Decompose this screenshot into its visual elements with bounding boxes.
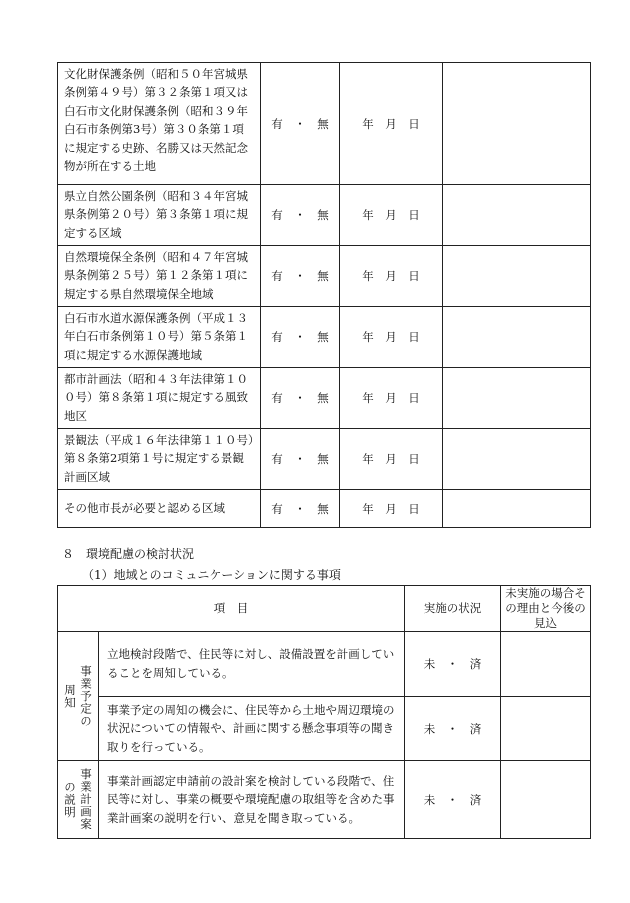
table-row bbox=[58, 697, 591, 761]
note-cell bbox=[443, 368, 591, 429]
table-row bbox=[58, 429, 591, 490]
table-row bbox=[58, 185, 591, 246]
table-row bbox=[58, 63, 591, 185]
status-choice: 未 ・ 済 bbox=[405, 761, 501, 839]
date-field: 年 月 日 bbox=[340, 490, 443, 528]
zone-description: 白石市水道水源保護条例（平成１３年白石市条例第１０号）第５条第１項に規定する水源保護地域 bbox=[58, 307, 261, 368]
note-cell bbox=[443, 63, 591, 185]
reason-cell bbox=[501, 697, 591, 761]
date-field: 年 月 日 bbox=[340, 63, 443, 185]
section-title: ８ 環境配慮の検討状況 bbox=[62, 547, 195, 561]
date-field: 年 月 日 bbox=[340, 246, 443, 307]
date-field: 年 月 日 bbox=[340, 368, 443, 429]
zone-table bbox=[57, 62, 591, 528]
table-row bbox=[58, 246, 591, 307]
group-label-explanation bbox=[58, 761, 99, 839]
presence-choice: 有 ・ 無 bbox=[261, 63, 340, 185]
note-cell bbox=[443, 246, 591, 307]
status-choice: 未 ・ 済 bbox=[405, 632, 501, 697]
table-row bbox=[58, 632, 591, 697]
presence-choice: 有 ・ 無 bbox=[261, 185, 340, 246]
table-row bbox=[58, 368, 591, 429]
item-text: 事業予定の周知の機会に、住民等から土地や周辺環境の状況についての情報や、計画に関する懸念事項等の聞き取りを行っている。 bbox=[99, 697, 405, 761]
reason-cell bbox=[501, 761, 591, 839]
group-label-line: 事業計画案 bbox=[79, 768, 93, 831]
note-cell bbox=[443, 307, 591, 368]
header-item: 項 目 bbox=[58, 586, 405, 632]
group-label-notice bbox=[58, 632, 99, 761]
presence-choice: 有 ・ 無 bbox=[261, 368, 340, 429]
date-field: 年 月 日 bbox=[340, 429, 443, 490]
zone-description: 県立自然公園条例（昭和３４年宮城県条例第２０号）第３条第１項に規定する区域 bbox=[58, 185, 261, 246]
group-label-line: 周知 bbox=[63, 683, 77, 709]
reason-cell bbox=[501, 632, 591, 697]
section-subtitle: （1）地域とのコミュニケーションに関する事項 bbox=[82, 568, 341, 582]
date-field: 年 月 日 bbox=[340, 307, 443, 368]
group-label-line: 事業予定の bbox=[79, 664, 93, 728]
note-cell bbox=[443, 490, 591, 528]
presence-choice: 有 ・ 無 bbox=[261, 246, 340, 307]
note-cell bbox=[443, 429, 591, 490]
header-reason: 未実施の場合その理由と今後の見込 bbox=[501, 586, 591, 632]
zone-description: 自然環境保全条例（昭和４７年宮城県条例第２５号）第１２条第１項に規定する県自然環境保全地域 bbox=[58, 246, 261, 307]
zone-description: 都市計画法（昭和４３年法律第１００号）第８条第１項に規定する風致地区 bbox=[58, 368, 261, 429]
note-cell bbox=[443, 185, 591, 246]
presence-choice: 有 ・ 無 bbox=[261, 490, 340, 528]
table-row bbox=[58, 307, 591, 368]
zone-description: 景観法（平成１６年法律第１１０号）第８条第2項第１号に規定する景観計画区域 bbox=[58, 429, 261, 490]
zone-description: その他市長が必要と認める区域 bbox=[58, 490, 261, 528]
presence-choice: 有 ・ 無 bbox=[261, 429, 340, 490]
group-label-line: の説明 bbox=[63, 780, 77, 819]
table-row bbox=[58, 490, 591, 528]
table-header-row bbox=[58, 586, 591, 632]
presence-choice: 有 ・ 無 bbox=[261, 307, 340, 368]
communication-table bbox=[57, 585, 591, 839]
item-text: 事業計画認定申請前の設計案を検討している段階で、住民等に対し、事業の概要や環境配慮の取組等を含めた事業計画案の説明を行い、意見を聞き取っている。 bbox=[99, 761, 405, 839]
header-status: 実施の状況 bbox=[405, 586, 501, 632]
table-row bbox=[58, 761, 591, 839]
zone-description: 文化財保護条例（昭和５０年宮城県条例第４９号）第３２条第１項又は白石市文化財保護条例（昭和３９年白石市条例第3号）第３０条第１項に規定する史跡、名勝又は天然記念物が所在する土地 bbox=[58, 63, 261, 185]
status-choice: 未 ・ 済 bbox=[405, 697, 501, 761]
date-field: 年 月 日 bbox=[340, 185, 443, 246]
item-text: 立地検討段階で、住民等に対し、設備設置を計画していることを周知している。 bbox=[99, 632, 405, 697]
